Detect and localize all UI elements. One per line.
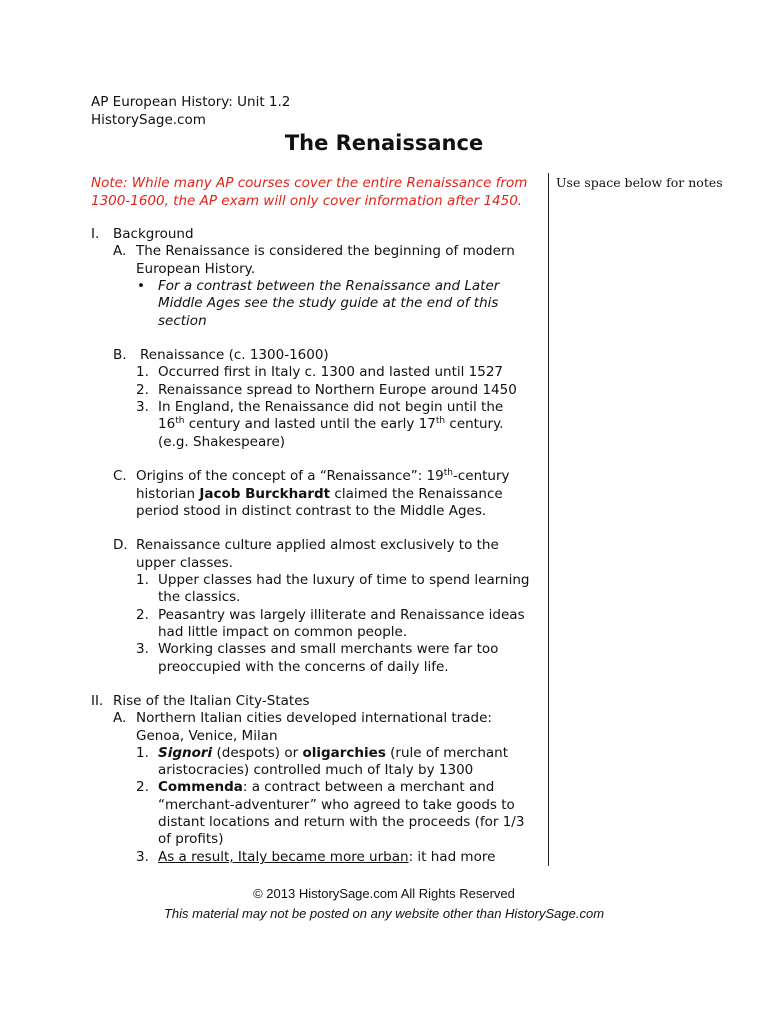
text-run: (despots) or — [212, 745, 303, 761]
outline-text: of profits) — [158, 831, 224, 847]
outline-text: Northern Italian cities developed international trade: — [136, 710, 492, 726]
outline-marker: 1. — [136, 364, 149, 380]
course-header: AP European History: Unit 1.2 — [91, 94, 291, 110]
outline-text — [158, 416, 503, 433]
outline-text: period stood in distinct contrast to the Middle Ages. — [136, 503, 487, 519]
outline-text: had little impact on common people. — [158, 624, 408, 640]
outline-text: Middle Ages see the study guide at the end of this — [158, 295, 499, 311]
text-run: century. — [445, 416, 504, 432]
outline-marker: 2. — [136, 382, 149, 398]
text-run: century and lasted until the early 17 — [184, 416, 436, 432]
outline-marker: 1. — [136, 745, 149, 761]
outline-marker: D. — [113, 537, 128, 553]
outline-marker: 1. — [136, 572, 149, 588]
notes-column-divider — [548, 173, 549, 866]
section-number: II. — [91, 693, 104, 709]
bullet-marker: • — [137, 278, 145, 294]
outline-text: upper classes. — [136, 555, 233, 571]
outline-marker: C. — [113, 468, 127, 484]
exam-note: Note: While many AP courses cover the entire Renaissance from 1300-1600, the AP exam will only cover information after 1450. — [91, 175, 528, 209]
site-header: HistorySage.com — [91, 112, 206, 128]
text-run: historian — [136, 486, 200, 502]
outline-text: European History. — [136, 261, 255, 277]
outline-text — [136, 486, 503, 503]
outline-text: Working classes and small merchants were far too — [158, 641, 499, 657]
outline-text: aristocracies) controlled much of Italy by 1300 — [158, 762, 474, 778]
outline-text: The Renaissance is considered the beginning of modern — [136, 243, 515, 259]
outline-text: For a contrast between the Renaissance and Later — [158, 278, 500, 294]
text-run: -century — [452, 468, 510, 484]
outline-text: (e.g. Shakespeare) — [158, 434, 286, 450]
outline-marker: 3. — [136, 641, 149, 657]
text-run: Origins of the concept of a “Renaissance”: 19 — [136, 468, 444, 484]
outline-marker: A. — [113, 243, 127, 259]
superscript: th — [175, 416, 185, 426]
outline-text: section — [158, 313, 207, 329]
outline-marker: B. — [113, 347, 127, 363]
key-term: oligarchies — [302, 745, 386, 761]
outline-text — [136, 468, 510, 485]
outline-text: preoccupied with the concerns of daily life. — [158, 659, 449, 675]
outline-text — [158, 745, 508, 762]
text-run: (rule of merchant — [385, 745, 509, 761]
outline-text: Peasantry was largely illiterate and Renaissance ideas — [158, 607, 525, 623]
section-title: Background — [113, 226, 194, 242]
outline-marker: 2. — [136, 607, 149, 623]
outline-text: Renaissance (c. 1300-1600) — [140, 347, 329, 363]
outline-text: Renaissance spread to Northern Europe around 1450 — [158, 382, 517, 398]
outline-text: “merchant-adventurer” who agreed to take goods to — [158, 797, 515, 813]
outline-marker: 3. — [136, 849, 149, 865]
outline-text: In England, the Renaissance did not begin until the — [158, 399, 504, 415]
text-run: 16 — [158, 416, 176, 432]
outline-text: Occurred first in Italy c. 1300 and lasted until 1527 — [158, 364, 504, 380]
outline-text: Upper classes had the luxury of time to spend learning — [158, 572, 530, 588]
outline-marker: A. — [113, 710, 127, 726]
text-run: claimed the Renaissance — [330, 486, 503, 502]
text-run: : a contract between a merchant and — [242, 779, 495, 795]
outline-text: Genoa, Venice, Milan — [136, 728, 278, 744]
superscript: th — [435, 416, 446, 426]
notes-column-label: Use space below for notes — [556, 175, 723, 190]
outline-text — [158, 779, 494, 796]
key-term: Signori — [158, 745, 213, 761]
usage-notice-footer: This material may not be posted on any website other than HistorySage.com — [163, 906, 605, 921]
superscript: th — [443, 468, 453, 478]
key-term: Commenda — [158, 779, 243, 795]
outline-text: the classics. — [158, 589, 241, 605]
outline-text: distant locations and return with the proceeds (for 1/3 — [158, 814, 525, 830]
outline-text: Renaissance culture applied almost exclusively to the — [136, 537, 499, 553]
page-title: The Renaissance — [284, 131, 484, 155]
outline-marker: 2. — [136, 779, 149, 795]
outline-marker: 3. — [136, 399, 149, 415]
section-title: Rise of the Italian City-States — [113, 693, 310, 709]
text-run: : it had more — [408, 849, 496, 865]
section-number: I. — [91, 226, 100, 242]
underlined-phrase: As a result, Italy became more urban — [158, 849, 409, 865]
outline-text — [158, 849, 495, 866]
key-term: Jacob Burckhardt — [199, 486, 331, 502]
copyright-footer: © 2013 HistorySage.com All Rights Reserved — [253, 886, 515, 901]
